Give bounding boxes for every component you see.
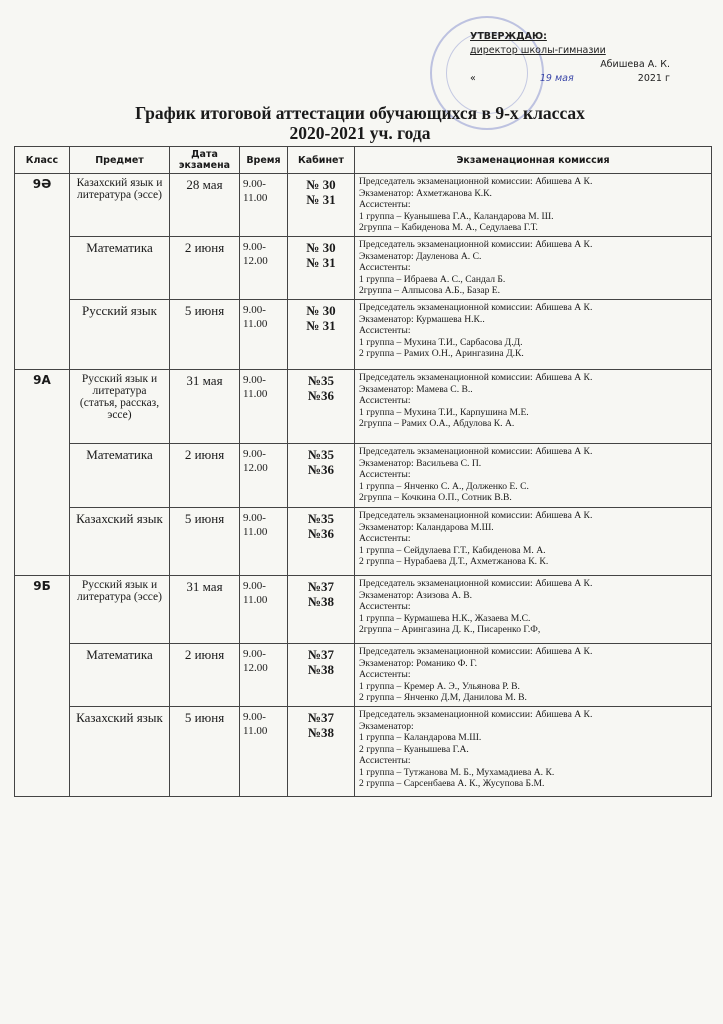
room-cell — [288, 507, 355, 575]
room-number: №35 — [307, 446, 335, 462]
commission-line: 1 группа – Каландарова М.Ш. — [359, 732, 482, 744]
approval-date — [470, 72, 670, 86]
commission-line: Ассистенты: — [359, 199, 411, 211]
header-time: Время — [240, 147, 288, 174]
commission-line: Ассистенты: — [359, 533, 411, 545]
room-number: №36 — [307, 461, 335, 477]
commission-line: 2группа – Алпысова А.Б., Базар Е. — [359, 285, 501, 297]
approval-date-signature: 19 мая — [539, 73, 574, 84]
table-row — [15, 236, 712, 299]
commission-line: Ассистенты: — [359, 755, 411, 767]
commission-cell — [355, 236, 712, 299]
subject-cell: Казахский язык и литература (эссе) — [70, 174, 170, 237]
commission-line: Экзаменатор: Каландарова М.Ш. — [359, 521, 494, 533]
room-number: № 30 — [306, 302, 336, 318]
time-cell: 9.00-12.00 — [240, 643, 288, 706]
room-number: №35 — [307, 510, 335, 526]
class-name-cell: 9Б — [15, 575, 70, 796]
commission-line: Ассистенты: — [359, 669, 411, 681]
approval-block — [470, 30, 670, 86]
header-commission: Экзаменационная комиссия — [355, 147, 712, 174]
header-date: Дата экзамена — [170, 147, 240, 174]
commission-cell — [355, 299, 712, 369]
room-number: №37 — [307, 646, 335, 662]
commission-line: 1 группа – Курмашева Н.К., Жазаева М.С. — [359, 612, 531, 624]
table-body — [15, 174, 712, 797]
table-row — [15, 575, 712, 643]
room-cell — [288, 369, 355, 443]
room-cell — [288, 174, 355, 237]
time-cell: 9.00-11.00 — [240, 706, 288, 796]
time-cell: 9.00-11.00 — [240, 299, 288, 369]
commission-line: Председатель экзаменационной комиссии: Абишева А К. — [359, 577, 593, 589]
room-number: №37 — [307, 709, 335, 725]
commission-cell — [355, 507, 712, 575]
commission-line: Председатель экзаменационной комиссии: Абишева А К. — [359, 445, 593, 457]
commission-line: 1 группа – Ибраева А. С., Сандал Б. — [359, 273, 506, 285]
subject-cell: Русский язык и литература (статья, рассказ, эссе) — [70, 369, 170, 443]
table-row — [15, 507, 712, 575]
room-number: № 31 — [306, 192, 336, 207]
room-number: №36 — [307, 387, 335, 403]
commission-line: Председатель экзаменационной комиссии: Абишева А К. — [359, 301, 593, 313]
title-line-1: График итоговой аттестации обучающихся в 9-х классах — [135, 103, 585, 123]
room-number: №36 — [307, 525, 335, 541]
page-title — [60, 103, 660, 143]
time-cell: 9.00-11.00 — [240, 575, 288, 643]
subject-cell: Математика — [70, 643, 170, 706]
commission-line: Экзаменатор: Дауленова А. С. — [359, 250, 482, 262]
commission-line: Ассистенты: — [359, 325, 411, 337]
date-cell: 5 июня — [170, 299, 240, 369]
commission-line: 2 группа – Куанышева Г.А. — [359, 743, 469, 755]
approval-position: директор школы-гимназии — [470, 45, 606, 56]
commission-line: 1 группа – Мухина Т.И., Карпушина М.Е. — [359, 406, 529, 418]
commission-line: 1 группа – Куанышева Г.А., Каландарова М. Ш. — [359, 210, 554, 222]
commission-line: 1 группа – Кремер А. Э., Ульянова Р. В. — [359, 680, 520, 692]
table-row — [15, 643, 712, 706]
date-cell: 5 июня — [170, 507, 240, 575]
commission-line: 2 группа – Сарсенбаева А. К., Жусупова Б.М. — [359, 778, 545, 790]
room-number: №37 — [307, 578, 335, 594]
table-row — [15, 299, 712, 369]
approval-date-year: 2021 г — [637, 73, 670, 84]
commission-line: Ассистенты: — [359, 395, 411, 407]
room-cell — [288, 706, 355, 796]
time-cell: 9.00-12.00 — [240, 236, 288, 299]
exam-schedule-table — [14, 146, 712, 797]
subject-cell: Казахский язык — [70, 706, 170, 796]
commission-line: Экзаменатор: Мамева С. В.. — [359, 383, 473, 395]
commission-cell — [355, 643, 712, 706]
class-name-cell: 9Ә — [15, 174, 70, 370]
header-class: Класс — [15, 147, 70, 174]
commission-line: 1 группа – Мухина Т.И., Сарбасова Д.Д. — [359, 336, 523, 348]
subject-cell: Русский язык — [70, 299, 170, 369]
commission-cell — [355, 369, 712, 443]
table-header-row — [15, 147, 712, 174]
approval-heading: УТВЕРЖДАЮ: — [470, 31, 547, 42]
time-cell: 9.00-11.00 — [240, 507, 288, 575]
commission-line: Экзаменатор: Азизова А. В. — [359, 589, 473, 601]
commission-cell — [355, 443, 712, 507]
subject-cell: Казахский язык — [70, 507, 170, 575]
room-number: № 30 — [306, 239, 336, 255]
commission-line: Председатель экзаменационной комиссии: Абишева А К. — [359, 238, 593, 250]
commission-line: Председатель экзаменационной комиссии: Абишева А К. — [359, 176, 593, 187]
commission-line: Экзаменатор: Романико Ф. Г. — [359, 657, 477, 669]
time-cell: 9.00-11.00 — [240, 174, 288, 237]
room-cell — [288, 643, 355, 706]
commission-line: 2группа – Арингазина Д. К., Писаренко Г.Ф, — [359, 624, 541, 636]
room-number: № 31 — [306, 254, 336, 270]
date-cell: 31 мая — [170, 575, 240, 643]
date-cell: 2 июня — [170, 236, 240, 299]
time-cell: 9.00-12.00 — [240, 443, 288, 507]
commission-line: 2группа – Кабиденова М. А., Седулаева Г.Т. — [359, 222, 538, 234]
room-cell — [288, 236, 355, 299]
commission-line: Ассистенты: — [359, 469, 411, 481]
subject-cell: Математика — [70, 443, 170, 507]
commission-line: Экзаменатор: Курмашева Н.К.. — [359, 313, 485, 325]
commission-cell — [355, 174, 712, 237]
subject-cell: Математика — [70, 236, 170, 299]
date-cell: 2 июня — [170, 643, 240, 706]
room-number: №38 — [307, 724, 335, 740]
table-row — [15, 369, 712, 443]
commission-cell — [355, 706, 712, 796]
room-number: №35 — [307, 372, 335, 388]
room-cell — [288, 443, 355, 507]
date-cell: 31 мая — [170, 369, 240, 443]
room-cell — [288, 575, 355, 643]
commission-line: Председатель экзаменационной комиссии: Абишева А К. — [359, 371, 593, 383]
room-cell — [288, 299, 355, 369]
commission-line: 2 группа – Янченко Д.М, Данилова М. В. — [359, 692, 527, 704]
commission-line: Председатель экзаменационной комиссии: Абишева А К. — [359, 708, 593, 720]
commission-line: Председатель экзаменационной комиссии: Абишева А К. — [359, 645, 593, 657]
commission-line: 1 группа – Сейдулаева Г.Т., Кабиденова М. А. — [359, 544, 546, 556]
time-cell: 9.00-11.00 — [240, 369, 288, 443]
header-subject: Предмет — [70, 147, 170, 174]
commission-line: 1 группа – Тутжанова М. Б., Мухамадиева А. К. — [359, 766, 555, 778]
title-line-2: 2020-2021 уч. года — [289, 123, 431, 143]
date-cell: 28 мая — [170, 174, 240, 237]
commission-line: Ассистенты: — [359, 262, 411, 274]
table-row — [15, 443, 712, 507]
commission-line: 2группа – Кочкина О.П., Сотник В.В. — [359, 492, 512, 504]
commission-line: Экзаменатор: — [359, 720, 414, 732]
commission-line: 2 группа – Нурабаева Д.Т., Ахметжанова К. К. — [359, 556, 549, 568]
commission-line: 2группа – Рамих О.А., Абдулова К. А. — [359, 418, 515, 430]
approval-name: Абишева А. К. — [600, 59, 670, 70]
header-room: Кабинет — [288, 147, 355, 174]
date-cell: 2 июня — [170, 443, 240, 507]
table-row — [15, 706, 712, 796]
class-name-cell: 9А — [15, 369, 70, 575]
commission-line: Экзаменатор: Ахметжанова К.К. — [359, 187, 492, 199]
approval-date-quote: « — [470, 73, 476, 84]
room-number: №38 — [307, 661, 335, 677]
commission-line: 2 группа – Рамих О.Н., Арингазина Д.К. — [359, 348, 524, 360]
room-number: № 30 — [306, 177, 336, 192]
room-number: №38 — [307, 593, 335, 609]
commission-line: Ассистенты: — [359, 601, 411, 613]
table-row — [15, 174, 712, 237]
room-number: № 31 — [306, 317, 336, 333]
commission-cell — [355, 575, 712, 643]
commission-line: Экзаменатор: Васильева С. П. — [359, 457, 482, 469]
commission-line: 1 группа – Янченко С. А., Долженко Е. С. — [359, 480, 529, 492]
subject-cell: Русский язык и литература (эссе) — [70, 575, 170, 643]
commission-line: Председатель экзаменационной комиссии: Абишева А К. — [359, 509, 593, 521]
date-cell: 5 июня — [170, 706, 240, 796]
